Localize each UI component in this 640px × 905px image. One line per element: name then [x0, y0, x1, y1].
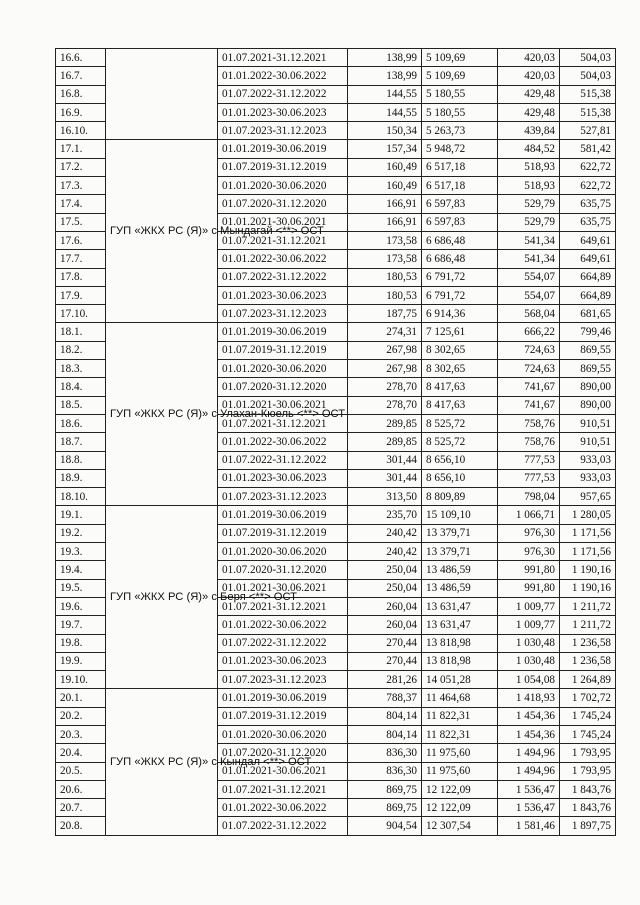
period-cell: 01.07.2021-31.12.2021	[218, 414, 348, 432]
row-number-cell: 17.9.	[56, 286, 106, 304]
value-3-cell: 1 494,96	[498, 762, 560, 780]
value-3-cell: 724,63	[498, 360, 560, 378]
value-3-cell: 518,93	[498, 158, 560, 176]
value-1-cell: 180,53	[348, 286, 422, 304]
value-1-cell: 267,98	[348, 341, 422, 359]
period-cell: 01.01.2022-30.06.2022	[218, 616, 348, 634]
value-1-cell: 260,04	[348, 616, 422, 634]
period-cell: 01.07.2023-31.12.2023	[218, 305, 348, 323]
period-cell: 01.01.2019-30.06.2019	[218, 323, 348, 341]
period-cell: 01.01.2020-30.06.2020	[218, 177, 348, 195]
organization-cell	[106, 49, 218, 140]
value-3-cell: 741,67	[498, 378, 560, 396]
value-4-cell: 1 702,72	[560, 689, 616, 707]
row-number-cell: 19.5.	[56, 579, 106, 597]
period-cell: 01.01.2019-30.06.2019	[218, 689, 348, 707]
row-number-cell: 17.1.	[56, 140, 106, 158]
period-cell: 01.07.2020-31.12.2020	[218, 378, 348, 396]
value-2-cell: 13 818,98	[422, 652, 498, 670]
value-4-cell: 635,75	[560, 195, 616, 213]
value-1-cell: 281,26	[348, 671, 422, 689]
table-row	[56, 49, 616, 67]
value-1-cell: 260,04	[348, 597, 422, 615]
value-2-cell: 11 975,60	[422, 744, 498, 762]
value-2-cell: 13 379,71	[422, 524, 498, 542]
row-number-cell: 16.8.	[56, 85, 106, 103]
value-2-cell: 7 125,61	[422, 323, 498, 341]
value-2-cell: 13 379,71	[422, 543, 498, 561]
value-3-cell: 529,79	[498, 213, 560, 231]
value-3-cell: 777,53	[498, 451, 560, 469]
value-3-cell: 758,76	[498, 433, 560, 451]
value-3-cell: 1 418,93	[498, 689, 560, 707]
value-1-cell: 869,75	[348, 780, 422, 798]
value-4-cell: 957,65	[560, 488, 616, 506]
period-cell: 01.01.2021-30.06.2021	[218, 213, 348, 231]
value-3-cell: 991,80	[498, 561, 560, 579]
period-cell: 01.01.2023-30.06.2023	[218, 469, 348, 487]
value-4-cell: 1 190,16	[560, 579, 616, 597]
value-3-cell: 798,04	[498, 488, 560, 506]
value-4-cell: 515,38	[560, 103, 616, 121]
organization-cell: ГУП «ЖКХ РС (Я)» с Кындал <**> ОСТ	[106, 689, 218, 835]
value-2-cell: 8 417,63	[422, 378, 498, 396]
row-number-cell: 20.6.	[56, 780, 106, 798]
value-2-cell: 13 631,47	[422, 616, 498, 634]
row-number-cell: 17.4.	[56, 195, 106, 213]
period-cell: 01.07.2023-31.12.2023	[218, 671, 348, 689]
value-4-cell: 1 236,58	[560, 652, 616, 670]
period-cell: 01.07.2019-31.12.2019	[218, 341, 348, 359]
value-4-cell: 1 897,75	[560, 817, 616, 835]
row-number-cell: 17.5.	[56, 213, 106, 231]
value-2-cell: 5 180,55	[422, 103, 498, 121]
period-cell: 01.07.2021-31.12.2021	[218, 231, 348, 249]
value-2-cell: 8 656,10	[422, 469, 498, 487]
row-number-cell: 16.6.	[56, 49, 106, 67]
value-4-cell: 1 745,24	[560, 707, 616, 725]
period-cell: 01.01.2020-30.06.2020	[218, 360, 348, 378]
value-2-cell: 6 517,18	[422, 158, 498, 176]
value-2-cell: 6 791,72	[422, 286, 498, 304]
period-cell: 01.07.2022-31.12.2022	[218, 268, 348, 286]
value-4-cell: 890,00	[560, 396, 616, 414]
period-cell: 01.07.2022-31.12.2022	[218, 817, 348, 835]
value-3-cell: 518,93	[498, 177, 560, 195]
value-1-cell: 250,04	[348, 579, 422, 597]
table-row	[56, 140, 616, 158]
value-1-cell: 250,04	[348, 561, 422, 579]
row-number-cell: 19.2.	[56, 524, 106, 542]
row-number-cell: 19.4.	[56, 561, 106, 579]
row-number-cell: 16.9.	[56, 103, 106, 121]
value-4-cell: 635,75	[560, 213, 616, 231]
value-4-cell: 1 280,05	[560, 506, 616, 524]
value-1-cell: 836,30	[348, 762, 422, 780]
value-1-cell: 278,70	[348, 378, 422, 396]
period-cell: 01.01.2023-30.06.2023	[218, 286, 348, 304]
value-4-cell: 869,55	[560, 360, 616, 378]
value-2-cell: 13 486,59	[422, 579, 498, 597]
row-number-cell: 20.5.	[56, 762, 106, 780]
value-3-cell: 541,34	[498, 231, 560, 249]
value-4-cell: 515,38	[560, 85, 616, 103]
value-1-cell: 180,53	[348, 268, 422, 286]
value-1-cell: 144,55	[348, 103, 422, 121]
value-4-cell: 1 211,72	[560, 616, 616, 634]
table-row	[56, 689, 616, 707]
period-cell: 01.01.2022-30.06.2022	[218, 799, 348, 817]
value-4-cell: 1 236,58	[560, 634, 616, 652]
value-1-cell: 166,91	[348, 195, 422, 213]
value-2-cell: 5 263,73	[422, 122, 498, 140]
value-1-cell: 301,44	[348, 451, 422, 469]
value-2-cell: 14 051,28	[422, 671, 498, 689]
row-number-cell: 18.5.	[56, 396, 106, 414]
period-cell: 01.07.2021-31.12.2021	[218, 597, 348, 615]
value-3-cell: 541,34	[498, 250, 560, 268]
row-number-cell: 18.3.	[56, 360, 106, 378]
value-2-cell: 6 914,36	[422, 305, 498, 323]
value-3-cell: 1 454,36	[498, 707, 560, 725]
value-2-cell: 5 109,69	[422, 67, 498, 85]
value-3-cell: 1 030,48	[498, 634, 560, 652]
value-1-cell: 804,14	[348, 725, 422, 743]
row-number-cell: 20.1.	[56, 689, 106, 707]
period-cell: 01.07.2019-31.12.2019	[218, 707, 348, 725]
value-3-cell: 420,03	[498, 67, 560, 85]
value-1-cell: 166,91	[348, 213, 422, 231]
value-3-cell: 777,53	[498, 469, 560, 487]
row-number-cell: 19.3.	[56, 543, 106, 561]
value-4-cell: 622,72	[560, 177, 616, 195]
value-2-cell: 12 122,09	[422, 780, 498, 798]
row-number-cell: 19.9.	[56, 652, 106, 670]
row-number-cell: 20.3.	[56, 725, 106, 743]
row-number-cell: 19.6.	[56, 597, 106, 615]
value-2-cell: 15 109,10	[422, 506, 498, 524]
value-1-cell: 144,55	[348, 85, 422, 103]
period-cell: 01.01.2021-30.06.2021	[218, 579, 348, 597]
value-1-cell: 270,44	[348, 634, 422, 652]
row-number-cell: 18.1.	[56, 323, 106, 341]
value-4-cell: 527,81	[560, 122, 616, 140]
tariff-table-body	[56, 49, 616, 836]
value-3-cell: 1 066,71	[498, 506, 560, 524]
value-2-cell: 5 180,55	[422, 85, 498, 103]
value-2-cell: 8 302,65	[422, 341, 498, 359]
value-4-cell: 933,03	[560, 451, 616, 469]
value-4-cell: 1 745,24	[560, 725, 616, 743]
tariff-table	[55, 48, 616, 836]
value-2-cell: 6 517,18	[422, 177, 498, 195]
row-number-cell: 18.6.	[56, 414, 106, 432]
value-2-cell: 12 122,09	[422, 799, 498, 817]
value-2-cell: 13 631,47	[422, 597, 498, 615]
row-number-cell: 18.10.	[56, 488, 106, 506]
period-cell: 01.01.2020-30.06.2020	[218, 725, 348, 743]
value-2-cell: 8 417,63	[422, 396, 498, 414]
value-2-cell: 11 822,31	[422, 725, 498, 743]
value-4-cell: 504,03	[560, 67, 616, 85]
row-number-cell: 20.4.	[56, 744, 106, 762]
value-1-cell: 157,34	[348, 140, 422, 158]
value-2-cell: 13 486,59	[422, 561, 498, 579]
value-3-cell: 991,80	[498, 579, 560, 597]
value-4-cell: 910,51	[560, 414, 616, 432]
value-4-cell: 664,89	[560, 268, 616, 286]
value-1-cell: 187,75	[348, 305, 422, 323]
row-number-cell: 17.2.	[56, 158, 106, 176]
period-cell: 01.07.2019-31.12.2019	[218, 524, 348, 542]
period-cell: 01.01.2023-30.06.2023	[218, 652, 348, 670]
value-3-cell: 1 009,77	[498, 597, 560, 615]
value-1-cell: 788,37	[348, 689, 422, 707]
value-4-cell: 1 264,89	[560, 671, 616, 689]
value-1-cell: 904,54	[348, 817, 422, 835]
value-2-cell: 8 525,72	[422, 414, 498, 432]
value-3-cell: 976,30	[498, 543, 560, 561]
value-2-cell: 8 656,10	[422, 451, 498, 469]
value-4-cell: 1 843,76	[560, 799, 616, 817]
row-number-cell: 17.8.	[56, 268, 106, 286]
row-number-cell: 19.8.	[56, 634, 106, 652]
table-row	[56, 323, 616, 341]
value-3-cell: 529,79	[498, 195, 560, 213]
value-4-cell: 1 211,72	[560, 597, 616, 615]
value-3-cell: 429,48	[498, 103, 560, 121]
row-number-cell: 19.1.	[56, 506, 106, 524]
value-3-cell: 439,84	[498, 122, 560, 140]
value-3-cell: 484,52	[498, 140, 560, 158]
value-3-cell: 724,63	[498, 341, 560, 359]
value-1-cell: 836,30	[348, 744, 422, 762]
row-number-cell: 18.8.	[56, 451, 106, 469]
value-1-cell: 804,14	[348, 707, 422, 725]
value-2-cell: 6 791,72	[422, 268, 498, 286]
value-4-cell: 1 843,76	[560, 780, 616, 798]
value-3-cell: 554,07	[498, 286, 560, 304]
table-row	[56, 506, 616, 524]
period-cell: 01.07.2020-31.12.2020	[218, 561, 348, 579]
value-4-cell: 504,03	[560, 49, 616, 67]
row-number-cell: 17.6.	[56, 231, 106, 249]
value-4-cell: 649,61	[560, 231, 616, 249]
row-number-cell: 20.7.	[56, 799, 106, 817]
value-3-cell: 1 009,77	[498, 616, 560, 634]
row-number-cell: 19.10.	[56, 671, 106, 689]
period-cell: 01.07.2023-31.12.2023	[218, 488, 348, 506]
value-4-cell: 664,89	[560, 286, 616, 304]
value-4-cell: 1 793,95	[560, 762, 616, 780]
value-2-cell: 13 818,98	[422, 634, 498, 652]
period-cell: 01.01.2023-30.06.2023	[218, 103, 348, 121]
value-3-cell: 429,48	[498, 85, 560, 103]
value-3-cell: 1 494,96	[498, 744, 560, 762]
period-cell: 01.01.2022-30.06.2022	[218, 433, 348, 451]
value-2-cell: 6 597,83	[422, 213, 498, 231]
period-cell: 01.01.2021-30.06.2021	[218, 762, 348, 780]
value-3-cell: 1 054,08	[498, 671, 560, 689]
row-number-cell: 17.3.	[56, 177, 106, 195]
value-2-cell: 11 975,60	[422, 762, 498, 780]
organization-cell: ГУП «ЖКХ РС (Я)» с Беря <**> ОСТ	[106, 506, 218, 689]
value-1-cell: 150,34	[348, 122, 422, 140]
row-number-cell: 18.7.	[56, 433, 106, 451]
value-1-cell: 289,85	[348, 414, 422, 432]
value-3-cell: 1 030,48	[498, 652, 560, 670]
period-cell: 01.01.2022-30.06.2022	[218, 250, 348, 268]
value-3-cell: 554,07	[498, 268, 560, 286]
value-4-cell: 933,03	[560, 469, 616, 487]
value-2-cell: 6 686,48	[422, 250, 498, 268]
value-2-cell: 8 302,65	[422, 360, 498, 378]
organization-cell: ГУП «ЖКХ РС (Я)» с Мындагай <**> ОСТ	[106, 140, 218, 323]
period-cell: 01.07.2022-31.12.2022	[218, 634, 348, 652]
row-number-cell: 20.2.	[56, 707, 106, 725]
value-2-cell: 5 948,72	[422, 140, 498, 158]
period-cell: 01.01.2020-30.06.2020	[218, 543, 348, 561]
value-1-cell: 869,75	[348, 799, 422, 817]
value-1-cell: 301,44	[348, 469, 422, 487]
value-4-cell: 910,51	[560, 433, 616, 451]
value-1-cell: 274,31	[348, 323, 422, 341]
organization-cell: ГУП «ЖКХ РС (Я)» с Улахан-Кюель <**> ОСТ	[106, 323, 218, 506]
row-number-cell: 17.10.	[56, 305, 106, 323]
period-cell: 01.07.2022-31.12.2022	[218, 85, 348, 103]
value-3-cell: 1 454,36	[498, 725, 560, 743]
value-1-cell: 173,58	[348, 231, 422, 249]
period-cell: 01.07.2021-31.12.2021	[218, 49, 348, 67]
value-1-cell: 138,99	[348, 49, 422, 67]
row-number-cell: 18.9.	[56, 469, 106, 487]
value-4-cell: 622,72	[560, 158, 616, 176]
value-3-cell: 568,04	[498, 305, 560, 323]
value-4-cell: 869,55	[560, 341, 616, 359]
row-number-cell: 17.7.	[56, 250, 106, 268]
value-3-cell: 1 536,47	[498, 799, 560, 817]
value-2-cell: 11 822,31	[422, 707, 498, 725]
row-number-cell: 20.8.	[56, 817, 106, 835]
value-4-cell: 649,61	[560, 250, 616, 268]
row-number-cell: 18.2.	[56, 341, 106, 359]
value-1-cell: 278,70	[348, 396, 422, 414]
value-1-cell: 138,99	[348, 67, 422, 85]
value-1-cell: 240,42	[348, 543, 422, 561]
value-4-cell: 1 171,56	[560, 543, 616, 561]
value-2-cell: 12 307,54	[422, 817, 498, 835]
row-number-cell: 19.7.	[56, 616, 106, 634]
value-4-cell: 890,00	[560, 378, 616, 396]
value-4-cell: 1 190,16	[560, 561, 616, 579]
value-2-cell: 11 464,68	[422, 689, 498, 707]
period-cell: 01.07.2023-31.12.2023	[218, 122, 348, 140]
value-3-cell: 741,67	[498, 396, 560, 414]
value-1-cell: 313,50	[348, 488, 422, 506]
value-3-cell: 666,22	[498, 323, 560, 341]
period-cell: 01.01.2021-30.06.2021	[218, 396, 348, 414]
value-4-cell: 1 171,56	[560, 524, 616, 542]
value-4-cell: 799,46	[560, 323, 616, 341]
value-2-cell: 5 109,69	[422, 49, 498, 67]
value-4-cell: 1 793,95	[560, 744, 616, 762]
value-3-cell: 420,03	[498, 49, 560, 67]
period-cell: 01.01.2019-30.06.2019	[218, 506, 348, 524]
row-number-cell: 18.4.	[56, 378, 106, 396]
period-cell: 01.07.2019-31.12.2019	[218, 158, 348, 176]
value-2-cell: 6 686,48	[422, 231, 498, 249]
value-1-cell: 270,44	[348, 652, 422, 670]
value-2-cell: 8 525,72	[422, 433, 498, 451]
value-1-cell: 289,85	[348, 433, 422, 451]
period-cell: 01.07.2022-31.12.2022	[218, 451, 348, 469]
period-cell: 01.07.2020-31.12.2020	[218, 744, 348, 762]
value-1-cell: 240,42	[348, 524, 422, 542]
value-4-cell: 681,65	[560, 305, 616, 323]
period-cell: 01.01.2022-30.06.2022	[218, 67, 348, 85]
row-number-cell: 16.10.	[56, 122, 106, 140]
value-3-cell: 758,76	[498, 414, 560, 432]
value-3-cell: 1 536,47	[498, 780, 560, 798]
period-cell: 01.07.2020-31.12.2020	[218, 195, 348, 213]
value-2-cell: 8 809,89	[422, 488, 498, 506]
value-1-cell: 267,98	[348, 360, 422, 378]
value-3-cell: 976,30	[498, 524, 560, 542]
value-4-cell: 581,42	[560, 140, 616, 158]
value-1-cell: 160,49	[348, 158, 422, 176]
row-number-cell: 16.7.	[56, 67, 106, 85]
period-cell: 01.01.2019-30.06.2019	[218, 140, 348, 158]
value-1-cell: 235,70	[348, 506, 422, 524]
value-1-cell: 173,58	[348, 250, 422, 268]
value-3-cell: 1 581,46	[498, 817, 560, 835]
period-cell: 01.07.2021-31.12.2021	[218, 780, 348, 798]
value-2-cell: 6 597,83	[422, 195, 498, 213]
value-1-cell: 160,49	[348, 177, 422, 195]
